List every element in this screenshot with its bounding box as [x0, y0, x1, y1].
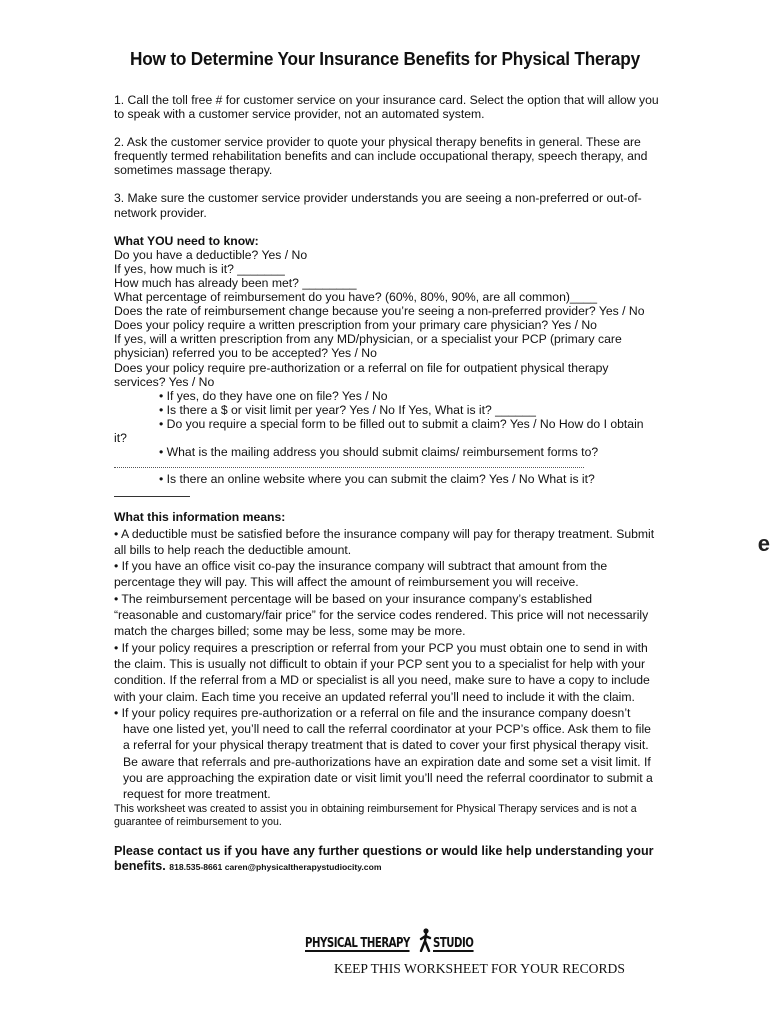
- means-item-prescription: • If your policy requires a prescription or referral from your PCP you must obtain one to send in with the claim. This is usually not difficult to obtain if your PCP sent you to a specialist for help with your condition. If the referral from a MD or specialist is all you need, make sure to have a copy to include with your claim. Each time you receive an updated referral you’ll need to include it with the claim.: [114, 640, 650, 704]
- bullet-on-file: • If yes, do they have one on file? Yes / No: [159, 388, 388, 403]
- question-deductible-met: How much has already been met? ________: [114, 275, 357, 290]
- means-item-deductible: • A deductible must be satisfied before the insurance company will pay for therapy treatment. Submit all bills to help reach the deductible amount.: [114, 526, 655, 557]
- means-item-percentage: • The reimbursement percentage will be based on your insurance company’s established “reasonable and customary/fair price” for the service codes rendered. This price will not necessarily match the charges billed; some may be less, some may be more.: [114, 591, 649, 639]
- bullet-online-website: • Is there an online website where you can submit the claim? Yes / No What is it?: [159, 472, 595, 487]
- contact-paragraph: [114, 844, 659, 876]
- bullet-mailing-address: • What is the mailing address you should submit claims/ reimbursement forms to?: [159, 445, 599, 460]
- question-preauthorization: Does your policy require pre-authorization or a referral on file for outpatient physical therapy services? Yes / No: [114, 360, 609, 389]
- edge-mark: e: [757, 531, 770, 556]
- disclaimer: This worksheet was created to assist you in obtaining reimbursement for Physical Therapy services and is not a guarantee of reimbursement to you.: [114, 802, 637, 829]
- question-rate-change: Does the rate of reimbursement change because you’re seeing a non-preferred provider? Yes / No: [114, 304, 645, 319]
- contact-details: 818.535-8661 caren@physicaltherapystudiocity.com: [169, 862, 382, 873]
- means-section: [114, 509, 659, 802]
- answer-line-dotted: [114, 461, 584, 468]
- bullet-special-form-text: • Do you require a special form to be filled out to submit a claim? Yes / No How do I obtain it?: [114, 416, 644, 445]
- document-body: [114, 93, 659, 876]
- logo-text-right: STUDIO: [433, 936, 474, 951]
- step-1: 1. Call the toll free # for customer service on your insurance card. Select the option that will allow you to speak with a customer service provider, not an automated system.: [114, 93, 659, 122]
- question-deductible: Do you have a deductible? Yes / No: [114, 247, 308, 262]
- need-to-know-heading: What YOU need to know:: [114, 233, 259, 248]
- question-deductible-amount: If yes, how much is it? _______: [114, 261, 285, 276]
- studio-logo: [305, 928, 485, 952]
- question-prescription: Does your policy require a written prescription from your primary care physician? Yes / No: [114, 318, 597, 333]
- means-item-copay: • If you have an office visit co-pay the insurance company will subtract that amount from the percentage they will pay. This will affect the amount of reimbursement you will receive.: [114, 559, 608, 590]
- footer-keep-worksheet: KEEP THIS WORKSHEET FOR YOUR RECORDS: [334, 961, 625, 976]
- contact-text: Please contact us if you have any further questions or would like help understanding your benefits.: [114, 843, 654, 874]
- question-prescription-source: If yes, will a written prescription from any MD/physician, or a specialist your PCP (primary care physician) referred you to be accepted? Yes / No: [114, 332, 622, 361]
- bullet-visit-limit: • Is there a $ or visit limit per year? Yes / No If Yes, What is it? ______: [159, 402, 536, 417]
- logo-text-left: PHYSICAL THERAPY: [305, 936, 410, 951]
- document-title: How to Determine Your Insurance Benefits for Physical Therapy: [129, 48, 641, 69]
- means-heading: What this information means:: [114, 510, 286, 525]
- bullet-special-form: [69, 417, 659, 445]
- step-3: 3. Make sure the customer service provider understands you are seeing a non-preferred or out-of-network provider.: [114, 191, 642, 220]
- question-reimbursement-percentage: What percentage of reimbursement do you have? (60%, 80%, 90%, are all common)____: [114, 290, 598, 305]
- answer-line-short: [114, 486, 190, 497]
- step-2: 2. Ask the customer service provider to quote your physical therapy benefits in general. These are frequently termed rehabilitation benefits and can include occupational therapy, speech therapy, and sometimes massage therapy.: [114, 135, 648, 178]
- means-item-preauthorization: • If your policy requires pre-authorization or a referral on file and the insurance company doesn’t have one listed yet, you’ll need to call the referral coordinator at your PCP’s office. Ask them to file a referral for your physical therapy treatment that is dated to cover your first physical therapy visit. Be aware that referrals and pre-authorizations have an expiration date and some set a visit limit. If you are approaching the expiration date or visit limit you’ll need the referral coordinator to submit a request for more treatment.: [114, 705, 653, 802]
